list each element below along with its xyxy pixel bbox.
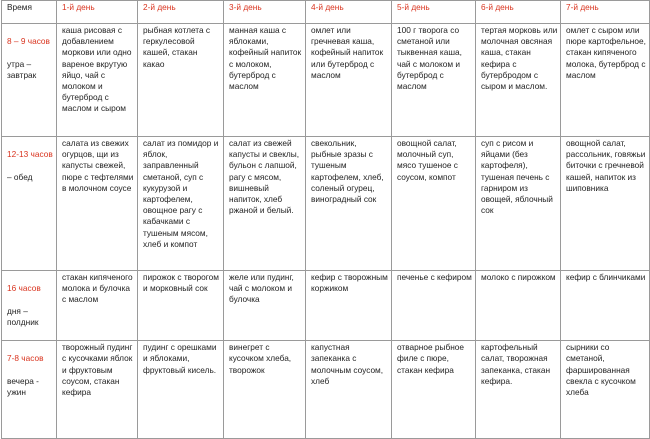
meal-cell: салат из свежей капусты и свеклы, бульон с лапшой, рагу с мясом, вишневый напиток, хлеб ржаной и белый. [224, 137, 306, 271]
meal-cell: тертая морковь или молочная овсяная каша, стакан кефира с бутербродом с сыром и маслом. [476, 24, 561, 137]
meal-cell: картофельный салат, творожная запеканка, стакан кефира. [476, 341, 561, 439]
column-header-day-4: 4-й день [306, 1, 392, 24]
meal-cell: омлет или гречневая каша, кофейный напиток или бутерброд с маслом [306, 24, 392, 137]
time-cell [2, 341, 57, 439]
meal-cell: печенье с кефиром [392, 271, 476, 341]
time-hours: 8 – 9 часов [7, 36, 50, 47]
column-header-day-7: 7-й день [561, 1, 650, 24]
table-row-breakfast [2, 24, 650, 137]
time-hours: 12-13 часов [7, 149, 53, 160]
meal-name: вечера - ужин [7, 375, 39, 398]
meal-cell: свекольник, рыбные зразы с тушеным картофелем, хлеб, соленый огурец, виноградный сок [306, 137, 392, 271]
meal-cell: салата из свежих огурцов, щи из капусты свежей, пюре с тефтелями в молочном соусе [57, 137, 138, 271]
meal-cell: желе или пудинг, чай с молоком и булочка [224, 271, 306, 341]
meal-cell: рыбная котлета с геркулесовой кашей, стакан какао [138, 24, 224, 137]
column-header-day-5: 5-й день [392, 1, 476, 24]
meal-cell: салат из помидор и яблок, заправленный сметаной, суп с кукурузой и картофелем, овощное рагу с кабачками с тушеным мясом, хлеб и компот [138, 137, 224, 271]
time-cell [2, 24, 57, 137]
meal-cell: омлет с сыром или пюре картофельное, стакан кипяченого молока, бутерброд с маслом [561, 24, 650, 137]
column-header-day-6: 6-й день [476, 1, 561, 24]
meal-cell: пирожок с творогом и морковный сок [138, 271, 224, 341]
table-row-snack [2, 271, 650, 341]
time-cell [2, 137, 57, 271]
meal-cell: творожный пудинг с кусочками яблок и фруктовым соусом, стакан кефира [57, 341, 138, 439]
column-header-day-1: 1-й день [57, 1, 138, 24]
column-header-time: Время [2, 1, 57, 24]
column-header-day-3: 3-й день [224, 1, 306, 24]
meal-cell: каша рисовая с добавлением моркови или одно вареное вкрутую яйцо, чай с молоком и бутерброд с маслом и сыром [57, 24, 138, 137]
header-row [2, 1, 650, 24]
meal-plan-table [1, 0, 650, 439]
meal-cell: 100 г творога со сметаной или тыквенная каша, чай с молоком и бутерброд с маслом [392, 24, 476, 137]
column-header-day-2: 2-й день [138, 1, 224, 24]
meal-name: дня – полдник [7, 305, 39, 327]
time-hours: 7-8 часов [7, 353, 44, 364]
meal-name: утра – завтрак [7, 58, 37, 80]
meal-cell: капустная запеканка с молочным соусом, хлеб [306, 341, 392, 439]
meal-cell: винегрет с кусочком хлеба, творожок [224, 341, 306, 439]
meal-name: – обед [7, 171, 33, 182]
meal-cell: отварное рыбное филе с пюре, стакан кефира [392, 341, 476, 439]
meal-cell: пудинг с орешками и яблоками, фруктовый кисель. [138, 341, 224, 439]
meal-cell: стакан кипяченого молока и булочка с маслом [57, 271, 138, 341]
meal-cell: овощной салат, рассольник, говяжьи биточки с гречневой кашей, напиток из шиповника [561, 137, 650, 271]
meal-cell: кефир с блинчиками [561, 271, 650, 341]
table-row-dinner [2, 341, 650, 439]
meal-cell: молоко с пирожком [476, 271, 561, 341]
meal-cell: манная каша с яблоками, кофейный напиток с молоком, бутерброд с маслом [224, 24, 306, 137]
meal-cell: сырники со сметаной, фаршированная свекла с кусочком хлеба [561, 341, 650, 439]
time-hours: 16 часов [7, 283, 41, 294]
meal-cell: овощной салат, молочный суп, мясо тушеное с соусом, компот [392, 137, 476, 271]
time-cell [2, 271, 57, 341]
meal-cell: суп с рисом и яйцами (без картофеля), тушеная печень с гарниром из овощей, яблочный сок [476, 137, 561, 271]
table-row-lunch [2, 137, 650, 271]
meal-cell: кефир с творожным коржиком [306, 271, 392, 341]
